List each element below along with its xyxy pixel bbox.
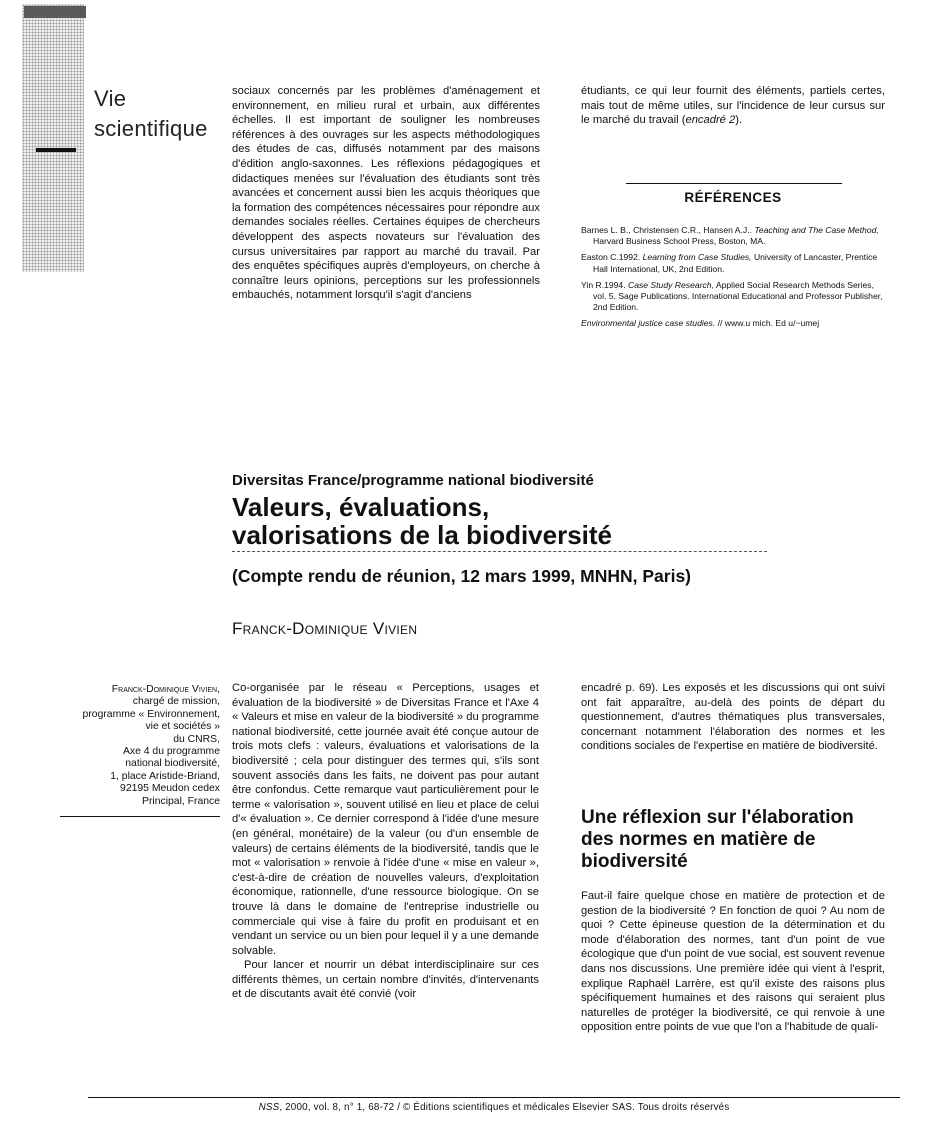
paragraph: sociaux concernés par les problèmes d'aménagement et environnement, en milieu rural et urbain, aux différentes échelles. Il est important de souligner les nombreuses références à des ouvrages sur les aspects méthodologiques des études de cas, diffusés notamment par des maisons d'édition anglo-saxonnes. Les réflexions pédagogiques et didactiques menées sur l'évaluation des étudiants sont très avancées et concernent aussi bien les acquis théoriques que la formation des compétences nécessaires pour répondre aux demandes sociales réelles. Certaines équipes de chercheurs développent des aspects novateurs sur l'évaluation des cursus universitaires par rapport au marché du travail. Par des enquêtes spécifiques auprès d'employeurs, on cherche à connaître leurs opinions, perceptions sur les professionnels embauchés, notamment lorsqu'il s'agit d'anciens <box>232 85 540 302</box>
paragraph: Faut-il faire quelque chose en matière de protection et de gestion de la biodiversité ? En fonction de quoi ? Au nom de quoi ? Cette épineuse question de la détermination et du mode d'élaboration des normes, tant d'un point de vue écologique que d'un point de vue social, est souvent revenue dans nos discussions. Une première idée qui vient à l'esprit, explique Raphaël Larrère, est qu'il existe des raisons plus spécifiquement humaines et des raisons qui seraient plus naturelles de protéger la biodiversité, ce qui renvoie à une opposition entre points de vue que l'on a l'habitude de quali- <box>581 890 885 1034</box>
article-column-2-continued <box>581 889 885 1035</box>
references-rule <box>626 183 842 184</box>
affiliation-line: 92195 Meudon cedex <box>120 783 220 795</box>
halftone-band <box>22 4 84 272</box>
page-footer: NSS, 2000, vol. 8, n° 1, 68-72 / © Éditions scientifiques et médicales Elsevier SAS. Tous droits réservés <box>258 1102 730 1113</box>
author-affiliation <box>60 684 220 808</box>
halftone-dark-strip <box>24 6 86 18</box>
affiliation-line: Principal, France <box>142 795 220 807</box>
affiliation-line: national biodiversité, <box>125 758 220 770</box>
affiliation-line: vie et sociétés » <box>145 721 220 733</box>
footer-rule <box>88 1097 900 1098</box>
affiliation-rule <box>60 816 220 817</box>
reference-item: Barnes L. B., Christensen C.R., Hansen A.J.. Teaching and The Case Method, Harvard Business School Press, Boston, MA. <box>581 225 879 247</box>
article-kicker: Diversitas France/programme national biodiversité <box>232 472 594 489</box>
article-title-line-2: valorisations de la biodiversité <box>232 520 613 550</box>
previous-article-column-1 <box>232 84 540 303</box>
article-column-1 <box>232 681 539 1002</box>
previous-article-column-2 <box>581 84 885 128</box>
section-tag: Vie scientifique <box>94 86 208 141</box>
article-subtitle: (Compte rendu de réunion, 12 mars 1999, MNHN, Paris) <box>232 566 692 586</box>
article-author: Franck-Dominique Vivien <box>232 619 418 638</box>
reference-item: Yin R.1994. Case Study Research, Applied Social Research Methods Series, vol. 5. Sage Publications. International Educational and Professor Publisher, 2nd Edition. <box>581 279 883 313</box>
affiliation-line: Axe 4 du programme <box>122 746 220 758</box>
title-rule <box>232 551 767 552</box>
paragraph: Pour lancer et nourrir un débat interdisciplinaire sur ces différents thèmes, un certain nombre d'invités, d'intervenants et de discutants avait été convié (voir <box>232 959 539 1001</box>
paragraph: Co-organisée par le réseau « Perceptions, usages et évaluation de la biodiversité » de Diversitas France et l'Axe 4 « Valeurs et mise en valeur de la biodiversité » du programme national biodiversité, cette journée avait été conçue autour de trois mots clefs : valeurs, évaluations et valorisations de la biodiversité ; cela pour distinguer des termes qui, s'ils sont souvent associés dans les faits, ne doivent pas pour autant être confondus. Cette remarque vaut particulièrement pour le terme « valorisation », souvent utilisé en lieu et place de celui d'« évaluation ». Ce dernier correspond à l'idée d'une mesure (en général, monétaire) de la valeur (ou d'un ensemble de valeurs) de certains éléments de la biodiversité, tandis que le mot « valorisation » renvoie à l'idée d'une « mise en valeur », c'est-à-dire de création de nouvelles valeurs, d'exploitation économique, rationnelle, d'une ressource biologique. On se trouve là dans le domaine de l'entreprise industrielle ou commerciale qui vise à faire du profit en produisant et en vendant un service ou un bien pour lequel il y a une demande solvable. <box>232 682 539 957</box>
paragraph: encadré p. 69). Les exposés et les discussions qui ont suivi ont fait apparaître, au-delà des points de départ du questionnement, d'autres thématiques plus transversales, concernant notamment l'élaboration des normes et les conditions sociales de l'expertise en matière de biodiversité. <box>581 682 885 753</box>
journal-name: NSS <box>258 1102 280 1113</box>
section-marker-bar <box>36 148 76 152</box>
affiliation-line: chargé de mission, <box>132 696 220 708</box>
article-title-line-1: Valeurs, évaluations, <box>232 492 490 522</box>
reference-item: Environmental justice case studies. // www.u mich. Ed u/~umej <box>581 318 820 329</box>
reference-item: Easton C.1992. Learning from Case Studies, University of Lancaster, Prentice Hall International, UK, 2nd Edition. <box>581 252 878 274</box>
section-heading: Une réflexion sur l'élaboration des normes en matière de biodiversité <box>581 807 854 872</box>
references-title: RÉFÉRENCES <box>684 190 782 205</box>
emphasis: encadré 2 <box>685 114 736 127</box>
affiliation-name: Franck-Dominique Vivien, <box>111 684 220 695</box>
references-list <box>581 225 885 335</box>
affiliation-line: 1, place Aristide-Briand, <box>110 770 220 782</box>
article-title <box>232 493 872 549</box>
affiliation-line: du CNRS, <box>173 733 220 745</box>
affiliation-line: programme « Environnement, <box>82 708 220 720</box>
paragraph: étudiants, ce qui leur fournit des éléments, partiels certes, mais tout de même utiles, sur l'incidence de leur cursus sur le marché du travail (encadré 2). <box>581 85 885 127</box>
article-column-2 <box>581 681 885 754</box>
